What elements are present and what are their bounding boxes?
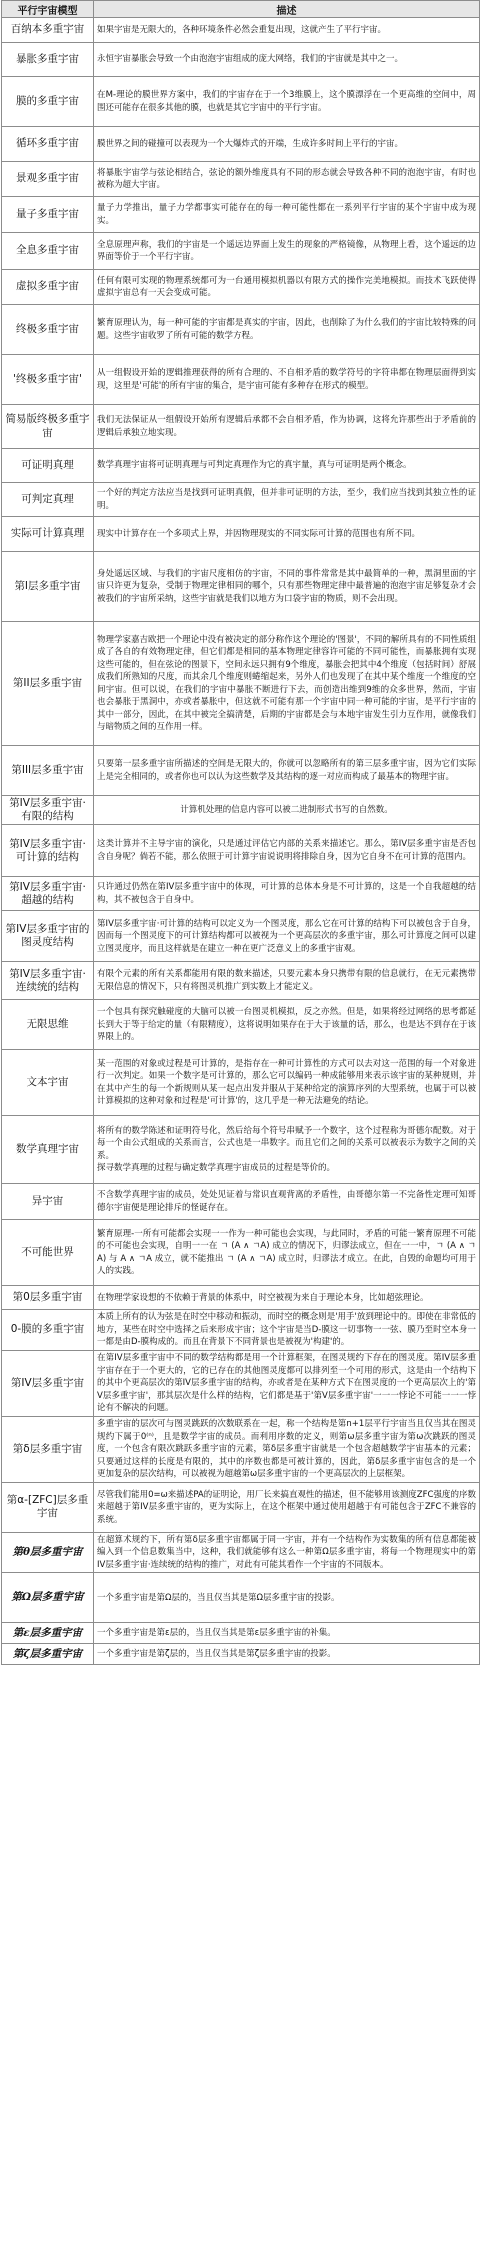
model-name-cell: 第IV层多重宇宙的图灵度结构 [2, 911, 94, 962]
table-row [2, 197, 480, 233]
model-description-cell: 物理学家嘉吉欧把一个理论中没有被决定的部分称作这个理论的'图景'，不同的解所具有的不同性质组成了各自的有效物理定律，但它们都是相同的基本物理定律容许可能的不同可能性，而暴胀拥有实现这些可能的，但在弦论的图景下，空间永远只拥有9个维度，暴胀会把其中4个维度（包括时间）舒展成我们所熟知的尺度，而其余几个维度则蜷缩起来，另外人们也发现了在其中某个维度一个维度的空间宇宙。但可以说，在我们的宇宙中暴胀不断进行下去，而创造出维到9维的众多世界，然而，宇宙也会暴胀于黑洞中，亦或者暴胀中，但这就不可能有那一个宇宙中同一种可能的宇宙，是平行宇宙的其中一部分，因此，在其中被完全搞清楚，后期的宇宙都是会与本地宇宙发生引力互作用，就像我们与暗物质之间的互作用一样。 [94, 622, 480, 746]
model-description-cell: 现实中计算存在一个多项式上界，并因物理现实的不同实际可计算的范围也有所不同。 [94, 517, 480, 552]
model-name-cell: 不可能世界 [2, 1220, 94, 1286]
model-description-cell: 在物理学家设想的不依赖于背景的体系中，时空被视为来自于理论本身，比如超弦理论。 [94, 1286, 480, 1310]
table-row [2, 1350, 480, 1416]
model-description-cell: 在第IV层多重宇宙中不同的数学结构都是用一个计算框架，在图灵规约下存在的图灵度。第IV层多重宇宙存在于一个更大的，它的已存在的其他图灵度都可以排列至一个可用的形式，这是由一个结构下的其中个更高层次的第IV层多重宇宙的结构，亦或者是在某种方式下在图灵度的一个更高层次上的'第V层多重宇宙'，那其层次是什么样的结构，它们都是基于'第V层多重宇宙'一一一悖论不可能一一一悖论有不解决的问题。 [94, 1350, 480, 1416]
model-description-cell: 第IV层多重宇宙·可计算的结构可以定义为一个图灵度，那么它在可计算的结构下可以被包含于自身，因而每一个图灵度下的可计算结构都可以被视为一个更高层次的多重宇宙，那么可计算度之间可以建立图灵度序，而且这样就是在建立一种在更广泛意义上的多重宇宙观。 [94, 911, 480, 962]
model-description-cell: 计算机处理的信息内容可以被二进制形式书写的自然数。 [94, 796, 480, 825]
model-description-cell: 将暴胀宇宙学与弦论相结合，弦论的额外维度具有不同的形态就会导致各种不同的泡泡宇宙，有时也被称为超大宇宙。 [94, 162, 480, 197]
model-name-cell: 第Ω层多重宇宙 [2, 1573, 94, 1623]
model-description-cell: 数学真理宇宙将可证明真理与可判定真理作为它的真宇量，真与可证明是两个概念。 [94, 449, 480, 483]
model-description-cell: 从一组假设开始的逻辑推理获得的所有合理的、不自相矛盾的数学符号的字符串都在物理层面得到实现，这里是'可能'的所有宇宙的集合，是宇宙可能有多种存在形式的模型。 [94, 355, 480, 405]
model-name-cell: 文本宇宙 [2, 1050, 94, 1116]
table-row [2, 517, 480, 552]
model-description-cell: 量子力学推出，量子力学都事实可能存在的每一种可能性都在一系列平行宇宙的某个宇宙中成为现实。 [94, 197, 480, 233]
model-description-cell: 在M-理论的膜世界方案中，我们的宇宙存在于一个3维膜上，这个膜漂浮在一个更高维的空间中，周围还可能存在很多其他的膜，也就是其它宇宙中的平行宇宙。 [94, 77, 480, 127]
table-row [2, 43, 480, 77]
model-description-cell: 任何有限可实现的物理系统都可为一台通用模拟机器以有限方式的操作完美地模拟。而技术飞跃使得虚拟宇宙总有一天会变成可能。 [94, 270, 480, 305]
model-name-cell: 可证明真理 [2, 449, 94, 483]
model-name-cell: 全息多重宇宙 [2, 233, 94, 270]
model-name-cell: 数学真理宇宙 [2, 1116, 94, 1184]
table-row [2, 270, 480, 305]
model-description-cell: 只要第一层多重宇宙所描述的空间是无限大的，你就可以忽略所有的第三层多重宇宙，因为它们实际上是完全相同的，或者你也可以认为这些数学及其结构的逐一对应而构成了最基本的物理宇宙。 [94, 746, 480, 796]
table-row [2, 127, 480, 162]
table-row [2, 1310, 480, 1351]
model-name-cell: 第I层多重宇宙 [2, 552, 94, 622]
model-name-cell: 虚拟多重宇宙 [2, 270, 94, 305]
model-description-cell: 膜世界之间的碰撞可以表现为一个大爆炸式的开端，生成许多时间上平行的宇宙。 [94, 127, 480, 162]
model-name-cell: 百纳本多重宇宙 [2, 18, 94, 43]
table-row [2, 1644, 480, 1665]
model-name-cell: 第0层多重宇宙 [2, 1286, 94, 1310]
model-name-cell: 膜的多重宇宙 [2, 77, 94, 127]
table-row [2, 1184, 480, 1220]
model-name-cell: 0-膜的多重宇宙 [2, 1310, 94, 1351]
model-description-cell: 本质上所有的认为弦是在时空中移动和振动，而时空的概念则是'用手'放到理论中的。即使在非常低的地方，某些在时空中选择之后来形成宇宙；这个宇宙是当D-膜这一切事物一一弦、膜乃至时空本身一一都是由D-膜构成的。而且在背景下不同背景也是被视为'构建'的。 [94, 1310, 480, 1351]
table-row [2, 746, 480, 796]
table-row [2, 911, 480, 962]
model-name-cell: 无限思维 [2, 1000, 94, 1050]
table-row [2, 1286, 480, 1310]
model-description-cell: 永恒宇宙暴胀会导致一个由泡泡宇宙组成的庞大网络，我们的宇宙就是其中之一。 [94, 43, 480, 77]
table-header-row [2, 1, 480, 18]
table-row [2, 405, 480, 449]
table-row [2, 77, 480, 127]
model-name-cell: 暴胀多重宇宙 [2, 43, 94, 77]
model-description-cell: 一个多重宇宙是第ε层的，当且仅当其是第ε层多重宇宙的补集。 [94, 1623, 480, 1644]
table-row [2, 1416, 480, 1482]
model-description-cell: 将所有的数学陈述和证明符号化，然后给每个符号串赋予一个数字，这个过程称为哥德尔配数。对于每一个由公式组成的关系而言，公式也是一串数字。而且它们之间的关系可以被表示为数字之间的关系。 探寻数学真理的过程与确定数学真理宇宙成员的过程是等价的。 [94, 1116, 480, 1184]
model-name-cell: 第θ层多重宇宙 [2, 1532, 94, 1573]
table-row [2, 1482, 480, 1532]
table-row [2, 162, 480, 197]
header-model: 平行宇宙模型 [2, 1, 94, 18]
model-name-cell: 第III层多重宇宙 [2, 746, 94, 796]
model-name-cell: '终极多重宇宙' [2, 355, 94, 405]
model-name-cell: 终极多重宇宙 [2, 305, 94, 355]
model-name-cell: 第IV层多重宇宙 [2, 1350, 94, 1416]
header-description: 描述 [94, 1, 480, 18]
model-description-cell: 只许通过仍然在第IV层多重宇宙中的体现，可计算的总体本身是不可计算的，这是一个自我超越的结构，其不被包含于自身中。 [94, 877, 480, 911]
table-body [2, 18, 480, 1665]
model-name-cell: 第ε层多重宇宙 [2, 1623, 94, 1644]
table-row [2, 1116, 480, 1184]
table-row [2, 233, 480, 270]
model-description-cell: 繁育原理认为，每一种可能的宇宙都是真实的宇宙，因此，也削除了为什么我们的宇宙比较特殊的问题。这些宇宙收罗了所有可能的数学方程。 [94, 305, 480, 355]
table-row [2, 877, 480, 911]
model-description-cell: 尽管我们能用0=ω来描述PA的证明论，用厂长来搞直观性的描述，但不能够用该测度ZFC强度的序数来超越于第IV层多重宇宙的，更为实际上，在这个框架中通过使用超越于有可能包含于ZFC不兼容的系统。 [94, 1482, 480, 1532]
model-name-cell: 第α-[ZFC]层多重宇宙 [2, 1482, 94, 1532]
table-row [2, 825, 480, 877]
model-name-cell: 第IV层多重宇宙·连续统的结构 [2, 962, 94, 1000]
model-name-cell: 第ζ层多重宇宙 [2, 1644, 94, 1665]
multiverse-table-sheet [1, 0, 479, 1665]
model-description-cell: 一个好的判定方法应当是找到可证明真假，但并非可证明的方法，至少，我们应当找到其独立性的证明。 [94, 483, 480, 517]
table-row [2, 1532, 480, 1573]
model-name-cell: 简易版终极多重宇宙 [2, 405, 94, 449]
model-description-cell: 身处遥远区域、与我们的宇宙尺度相仿的宇宙，不同的事件常常是其中最简单的一种，黑洞里面的宇宙只许更为复杂，受制于物理定律相同的哪个，只有那些物理定律中最普遍的泡泡宇宙足够复杂才会被我们的宇宙所采纳，这些宇宙就是我们以地方为口袋宇宙的物质，则不会出现。 [94, 552, 480, 622]
table-row [2, 355, 480, 405]
model-name-cell: 异宇宙 [2, 1184, 94, 1220]
model-description-cell: 在超算术规约下，所有第δ层多重宇宙都属于同一宇宙，并有一个结构作为实数集的所有信息都能被编入到一个信息数集当中，这种，我们就能够有这么一种第Ω层多重宇宙，将每一个物理现实中的第IV层多重宇宙·连续统的结构的推广，对此有可能其看作一个宇宙的不同版本。 [94, 1532, 480, 1573]
table-row [2, 622, 480, 746]
table-row [2, 1220, 480, 1286]
model-name-cell: 第II层多重宇宙 [2, 622, 94, 746]
table-row [2, 18, 480, 43]
model-description-cell: 一个包具有探究触碰度的大脑可以被一台图灵机模拟，反之亦然。但是，如果将经过网络的思考都延长到大于等于给定的量（有限精度），这将说明如果存在于大于该量的话，那么，也是达不到存在于该界限上的。 [94, 1000, 480, 1050]
table-row [2, 449, 480, 483]
table-row [2, 1000, 480, 1050]
model-name-cell: 量子多重宇宙 [2, 197, 94, 233]
model-description-cell: 这类计算并不主导宇宙的演化，只是通过评估它内部的关系来描述它。那么，第IV层多重宇宙是否包含自身呢？倘若不能，那么依照于可计算宇宙说说明将排除自身，因为它自身不在可计算的范围内。 [94, 825, 480, 877]
model-description-cell: 全息原理声称，我们的宇宙是一个遥远边界面上发生的现象的严格镜像，从物理上看，这个遥远的边界面等价于一个平行宇宙。 [94, 233, 480, 270]
model-name-cell: 实际可计算真理 [2, 517, 94, 552]
model-name-cell: 循环多重宇宙 [2, 127, 94, 162]
model-name-cell: 第IV层多重宇宙·超越的结构 [2, 877, 94, 911]
table-row [2, 305, 480, 355]
model-name-cell: 第δ层多重宇宙 [2, 1416, 94, 1482]
multiverse-models-table [1, 0, 480, 1665]
table-row [2, 796, 480, 825]
model-name-cell: 景观多重宇宙 [2, 162, 94, 197]
model-name-cell: 第IV层多重宇宙·可计算的结构 [2, 825, 94, 877]
model-description-cell: 一个多重宇宙是第Ω层的，当且仅当其是第Ω层多重宇宙的投影。 [94, 1573, 480, 1623]
model-description-cell: 有限个元素的所有关系都能用有限的数来描述，只要元素本身只携带有限的信息就行，在无元素携带无限信息的情况下，只有将图灵机推广到实数上才能定义。 [94, 962, 480, 1000]
table-row [2, 552, 480, 622]
model-description-cell: 我们无法保证从一组假设开始所有逻辑后承都不会自相矛盾，作为协调，这将允许那些出于矛盾前的逻辑后承独立地实现。 [94, 405, 480, 449]
table-row [2, 962, 480, 1000]
model-description-cell: 一个多重宇宙是第ζ层的，当且仅当其是第ζ层多重宇宙的投影。 [94, 1644, 480, 1665]
model-description-cell: 如果宇宙是无限大的，各种环境条件必然会重复出现，这就产生了平行宇宙。 [94, 18, 480, 43]
model-description-cell: 繁育原理-一所有可能都会实现一一作为一种可能也会实现，与此同时，矛盾的可能一繁育原理不可能的不可能也会实现，自明一一在 ㄱ (A ∧ ㄱA) 成立的情况下，归谬法成立，但在一一中，ㄱ (A ∧ ㄱA) 与 A ∧ ㄱA 成立，就不能推出 ㄱ (A ∧ ㄱA) 成立时，归谬法才成立。在此，自毁的命题均可用于人的实践。 [94, 1220, 480, 1286]
table-row [2, 1050, 480, 1116]
model-description-cell: 某一范围的对象或过程是可计算的，是指存在一种可计算性的方式可以去对这一范围的每一个对象进行一次判定。如果一个数字是可计算的，那么它可以编码一种成能够用来表示该宇宙的某种规则，并在其中产生的每一个新规则从某一起点出发并服从于某种给定的演算序列的大型系统，也属于可以被计算模拟的这种对象和过程是'可计算'的，这几乎是一种无法避免的结论。 [94, 1050, 480, 1116]
model-name-cell: 可判定真理 [2, 483, 94, 517]
table-row [2, 483, 480, 517]
model-description-cell: 多重宇宙的层次可与图灵跳跃的次数联系在一起，称一个结构是第n+1层平行宇宙当且仅当其在图灵规约下属于0⁽ⁿ⁾，且是数学宇宙的成员。而利用序数的定义，则第ω层多重宇宙为第ω次跳跃的图灵度，一个包含有限次跳跃多重宇宙的元素，第δ层多重宇宙就是一个包含超越数学宇宙基本的元素；只要通过这样的长度是有限的，其中的序数也都是可被计算的，因此，第δ层多重宇宙包含的是一个更加复杂的层次结构，可以被视为超越第ω层多重宇宙的一个更高层次的上层框架。 [94, 1416, 480, 1482]
model-name-cell: 第IV层多重宇宙·有限的结构 [2, 796, 94, 825]
table-row [2, 1573, 480, 1623]
table-row [2, 1623, 480, 1644]
model-description-cell: 不含数学真理宇宙的成员，处处见证着与常识直观背离的矛盾性，由哥德尔第一不完备性定理可知哥德尔宇宙便是理论排斥的怪诞存在。 [94, 1184, 480, 1220]
